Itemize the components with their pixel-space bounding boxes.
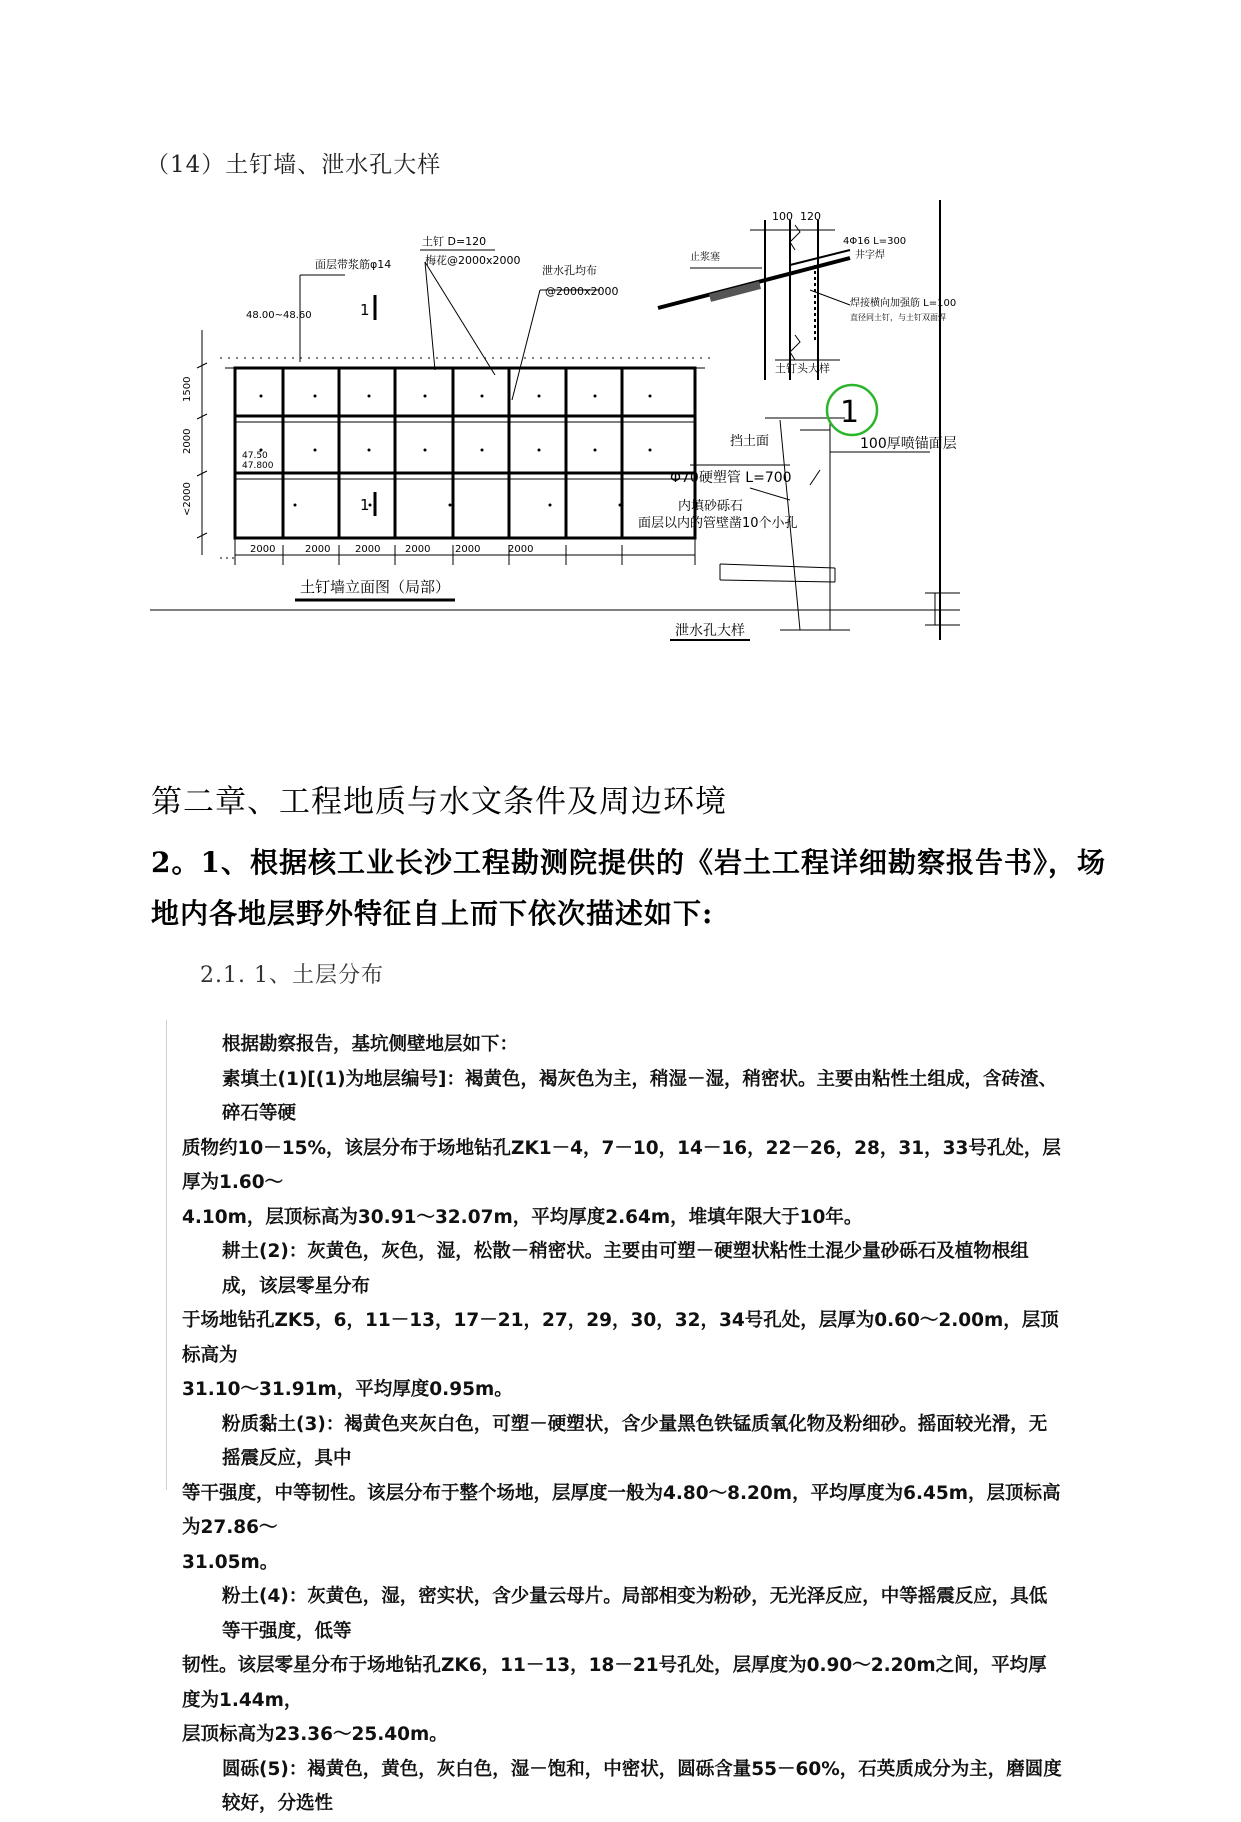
dim-h-2: 2000 bbox=[305, 544, 331, 555]
elev-bottom-label-2: 47.800 bbox=[242, 461, 274, 471]
nail-head-title: 土钉头大样 bbox=[775, 362, 830, 375]
report-layer4-line2: 韧性。该层零星分布于场地钻孔ZK6，11－13，18－21号孔处，层厚度为0.90～2.20m之间，平均厚度为1.44m， bbox=[182, 1655, 1047, 1711]
dim-h-1: 2000 bbox=[250, 544, 276, 555]
drain-label-1: 泄水孔均布 bbox=[542, 264, 597, 277]
nail-label-2: 梅花@2000x2000 bbox=[425, 254, 521, 267]
report-layer4-line1: 粉土(4)：灰黄色，湿，密实状，含少量云母片。局部相变为粉砂，无光泽反应，中等摇震反应，具低等干强度，低等 bbox=[222, 1586, 1048, 1642]
pipe-holes-label: 面层以内的管壁凿10个小孔 bbox=[638, 516, 798, 531]
chapter-title: 第二章、工程地质与水文条件及周边环境 bbox=[151, 784, 727, 820]
section-heading-14: （14）土钉墙、泄水孔大样 bbox=[146, 152, 442, 178]
drain-detail-title: 泄水孔大样 bbox=[675, 623, 745, 639]
report-layer5-line1: 圆砾(5)：褐黄色，黄色，灰白色，湿－饱和，中密状，圆砾含量55－60%，石英质成分为主，磨圆度较好，分选性 bbox=[222, 1758, 1062, 1814]
nail-head-note: 直径同土钉，与土钉双面焊 bbox=[850, 313, 946, 322]
report-layer3-line1: 粉质黏土(3)：褐黄色夹灰白色，可塑－硬塑状，含少量黑色铁锰质氧化物及粉细砂。摇面较光滑，无摇震反应，具中 bbox=[222, 1413, 1048, 1469]
nail-head-stop: 止浆塞 bbox=[690, 252, 720, 263]
dim-h-6: 2000 bbox=[508, 544, 534, 555]
elev-bottom-label-1: 47.50 bbox=[242, 451, 268, 461]
report-layer2-line1: 耕土(2)：灰黄色，灰色，湿，松散－稍密状。主要由可塑－硬塑状粘性土混少量砂砾石及植物根组成，该层零星分布 bbox=[222, 1241, 1029, 1297]
subsection-2-1-1: 2.1. 1、土层分布 bbox=[200, 963, 384, 988]
pipe-label: Φ70硬塑管 L=700 bbox=[670, 470, 792, 486]
soil-nail-wall-drawing bbox=[150, 210, 1090, 720]
report-layer1-line2: 质物约10－15%，该层分布于场地钻孔ZK1－4，7－10，14－16，22－26，28，31，33号孔处，层厚为1.60～ bbox=[182, 1137, 1061, 1193]
report-layer1-line1: 素填土(1)[(1)为地层编号]：褐黄色，褐灰色为主，稍湿－湿，稍密状。主要由粘性土组成，含砖渣、碎石等硬 bbox=[222, 1068, 1057, 1124]
pipe-fill-label: 内填砂砾石 bbox=[678, 499, 744, 514]
dim-h-4: 2000 bbox=[405, 544, 431, 555]
dim-h-3: 2000 bbox=[355, 544, 381, 555]
elevation-title: 土钉墙立面图（局部） bbox=[300, 578, 451, 596]
report-layer3-line2: 等干强度，中等韧性。该层分布于整个场地，层厚度一般为4.80～8.20m，平均厚度为6.45m，层顶标高为27.86～ bbox=[182, 1482, 1061, 1538]
nail-head-bar-label: 焊接横向加强筋 L=100 bbox=[850, 298, 957, 309]
detail-number: 1 bbox=[840, 395, 860, 430]
report-layer1-line3: 4.10m，层顶标高为30.91～32.07m，平均厚度2.64m，堆填年限大于10年。 bbox=[182, 1206, 863, 1228]
report-layer2-line2: 于场地钻孔ZK5，6，11－13，17－21，27，29，30，32，34号孔处，层厚为0.60～2.00m，层顶标高为 bbox=[182, 1310, 1059, 1366]
report-layer4-line3: 层顶标高为23.36～25.40m。 bbox=[182, 1724, 448, 1745]
drain-label-2: @2000x2000 bbox=[545, 285, 619, 298]
elev-top-label: 48.00~48.60 bbox=[246, 310, 312, 321]
paragraph-2-1: 2。1、根据核工业长沙工程勘测院提供的《岩土工程详细勘察报告书》，场地内各地层野外特征自上而下依次描述如下: bbox=[151, 846, 1106, 930]
surface-rebar-label: 面层带浆筋φ14 bbox=[315, 258, 392, 271]
report-layer2-line3: 31.10～31.91m，平均厚度0.95m。 bbox=[182, 1379, 513, 1400]
dim-v-3: <2000 bbox=[182, 482, 193, 516]
nail-head-dim-2: 120 bbox=[800, 210, 821, 223]
spray-layer-label: 100厚喷锚面层 bbox=[860, 436, 957, 452]
section-mark-top: 1 bbox=[360, 301, 370, 319]
nail-head-dim-1: 100 bbox=[772, 210, 793, 223]
nail-label-1: 土钉 D=120 bbox=[422, 235, 487, 248]
nail-head-rebar: 4Φ16 L=300 bbox=[843, 236, 907, 247]
nail-head-weld: 井字焊 bbox=[855, 250, 885, 261]
dim-h-5: 2000 bbox=[455, 544, 481, 555]
dim-v-1: 1500 bbox=[182, 376, 193, 402]
retaining-face-label: 挡土面 bbox=[730, 434, 770, 449]
report-intro: 根据勘察报告，基坑侧壁地层如下： bbox=[222, 1034, 519, 1055]
section-mark-bottom: 1 bbox=[360, 496, 370, 514]
dim-v-2: 2000 bbox=[182, 428, 193, 454]
geology-report-excerpt bbox=[166, 1020, 1067, 1814]
report-layer3-line3: 31.05m。 bbox=[182, 1551, 279, 1573]
